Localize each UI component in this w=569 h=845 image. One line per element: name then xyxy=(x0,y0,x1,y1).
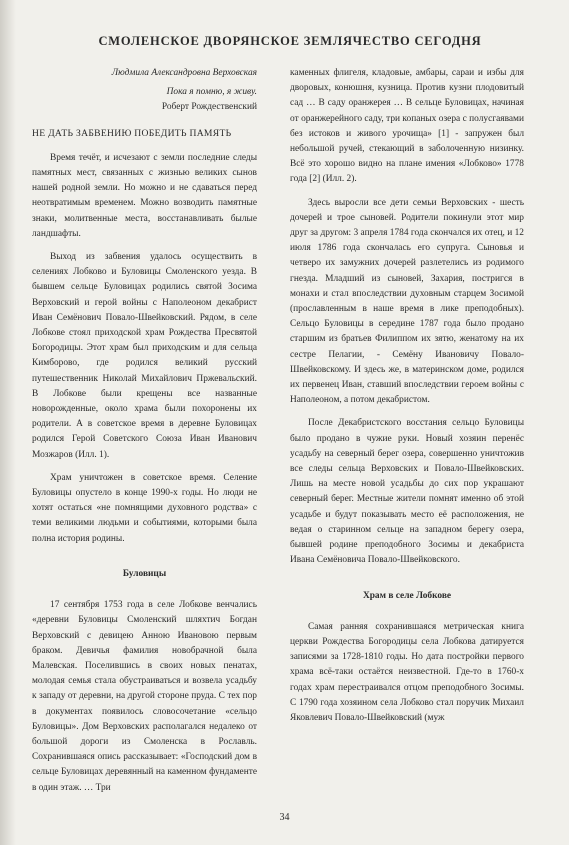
author-name: Людмила Александровна Верховская xyxy=(111,68,257,78)
paragraph: Время течёт, и исчезают с земли последние следы памятных мест, связанных с жизнью великих сынов нашей родной земли. Но можно и не сдаваться перед неотвратимым временем. Можно возводить памятные знаки, молитвенные места, восстанавливать былые ландшафты. xyxy=(32,152,257,239)
epigraph-author: Роберт Рождественский xyxy=(161,102,257,113)
paragraph: Здесь выросли все дети семьи Верховских - шесть дочерей и трое сыновей. Родители покинули этот мир друг за другом: 3 апреля 1784 года скончался их отец, и 12 июля 1786 года скончалась его супруга. Сыновья и четверо их замужних дочерей разлетелись из родимого гнезда. Младший из сыновей, Захария, постригся в монахи и стал впоследствии духовным старцем Зосимой (прославленным в наше время в лике преподобных). Сельцо Буловицы в середине 1787 года было продано старшим из братьев Филиппом их зятю, женатому на их сестре Пелагии, - Семёну Ивановичу Повало-Швейковскому. И здесь же, в материнском доме, родился их первенец Иван, ставший впоследствии героем войны с Наполеоном, а потом декабристом. xyxy=(290,197,524,406)
section-heading: НЕ ДАТЬ ЗАБВЕНИЮ ПОБЕДИТЬ ПАМЯТЬ xyxy=(32,127,232,139)
paragraph: После Декабристского восстания сельцо Буловицы было продано в чужие руки. Новый хозяин перенёс усадьбу на северный берег озера, совершенно уничтожив все следы сельца Верховских и Повало-Швейковских. Лишь на месте новой усадьбы до сих пор украшают северный берег. Местные жители помнят именно об этой усадьбе и будут показывать место её расположения, не ведая о старинном сельце на западном берегу озера, бывшей родине преподобного Зосимы и декабриста Ивана Семёновича Повало-Швейковского. xyxy=(290,418,524,566)
right-column xyxy=(290,66,524,726)
epigraph-text: Пока я помню, я живу. xyxy=(166,87,257,98)
paragraph: Выход из забвения удалось осуществить в селениях Лобково и Буловицы Смоленского уезда. В бывшем сельце Буловицах родились святой Зосима Верховский и герой войны с Наполеоном декабрист Иван Семёнович Повало-Швейковский. Рядом, в селе Лобкове стоял приходской храм Рождества Пресвятой Богородицы. Этот храм был приходским и для сельца Кимборово, где родился великий русский путешественник Николай Михайлович Пржевальский. В Лобкове были крещены все названные новорожденные, около храма были похоронены их родители. А в советское время в деревне Буловицах родился Герой Советского Союза Иван Иванович Мозжаров (Илл. 1). xyxy=(32,252,257,460)
left-column xyxy=(32,66,257,796)
subheading-hram: Храм в селе Лобкове xyxy=(362,590,452,601)
paragraph: 17 сентября 1753 года в селе Лобкове венчались «деревни Буловицы Смоленский шляхтич Богдан Верховский с девицею Анною Ивановою первым браком. Девичья фамилия новобрачной была Малевская. Поселившись в своих новых пенатах, молодая семья стала обустраиваться и возвела усадьбу к западу от деревни, на другой стороне пруда. С тех пор в документах появилось словосочетание «сельцо Буловицы». Дом Верховских располагался недалеко от большой дороги из Смоленска в Рославль. Сохранившаяся опись рассказывает: «Господский дом в сельце Буловицах деревянный на каменном фундаменте в один этаж. … Три xyxy=(32,600,257,793)
paragraph: Самая ранняя сохранившаяся метрическая книга церкви Рождества Богородицы села Лобкова датируется записями за 1728-1810 годы. Но дата постройки первого храма всё-таки остаётся неизвестной. Где-то в 1760-х годах храм перестраивался отцом преподобного Зосимы. С 1790 года хозяином села Лобково стал поручик Михаил Яковлевич Повало-Швейковский (муж xyxy=(290,621,524,723)
subheading-buloviczy: Буловицы xyxy=(122,568,167,579)
page-number: 34 xyxy=(279,812,290,823)
paragraph: Храм уничтожен в советское время. Селение Буловицы опустело в конце 1990-х годы. Но люди не хотят остаться «не помнящими духовного родства» с теми великими людьми и событиями, которыми была полна история родины. xyxy=(32,472,257,544)
paragraph: каменных флигеля, кладовые, амбары, сараи и избы для дворовых, конюшня, кузница. Против кузни плодовитый сад … В саду оранжерея … В сельце Буловицах, начиная от оранжерейного саду, три копаных озера с полусгаявами без истоков и живого урочища» [1] - запружен был небольшой ручей, стекающий в заболоченную низинку. Всё это хорошо видно на плане имения «Лобково» 1778 года [2] (Илл. 2). xyxy=(290,68,524,185)
page-edge-shadow xyxy=(0,0,16,845)
page-title: СМОЛЕНСКОЕ ДВОРЯНСКОЕ ЗЕМЛЯЧЕСТВО СЕГОДНЯ xyxy=(98,34,482,48)
